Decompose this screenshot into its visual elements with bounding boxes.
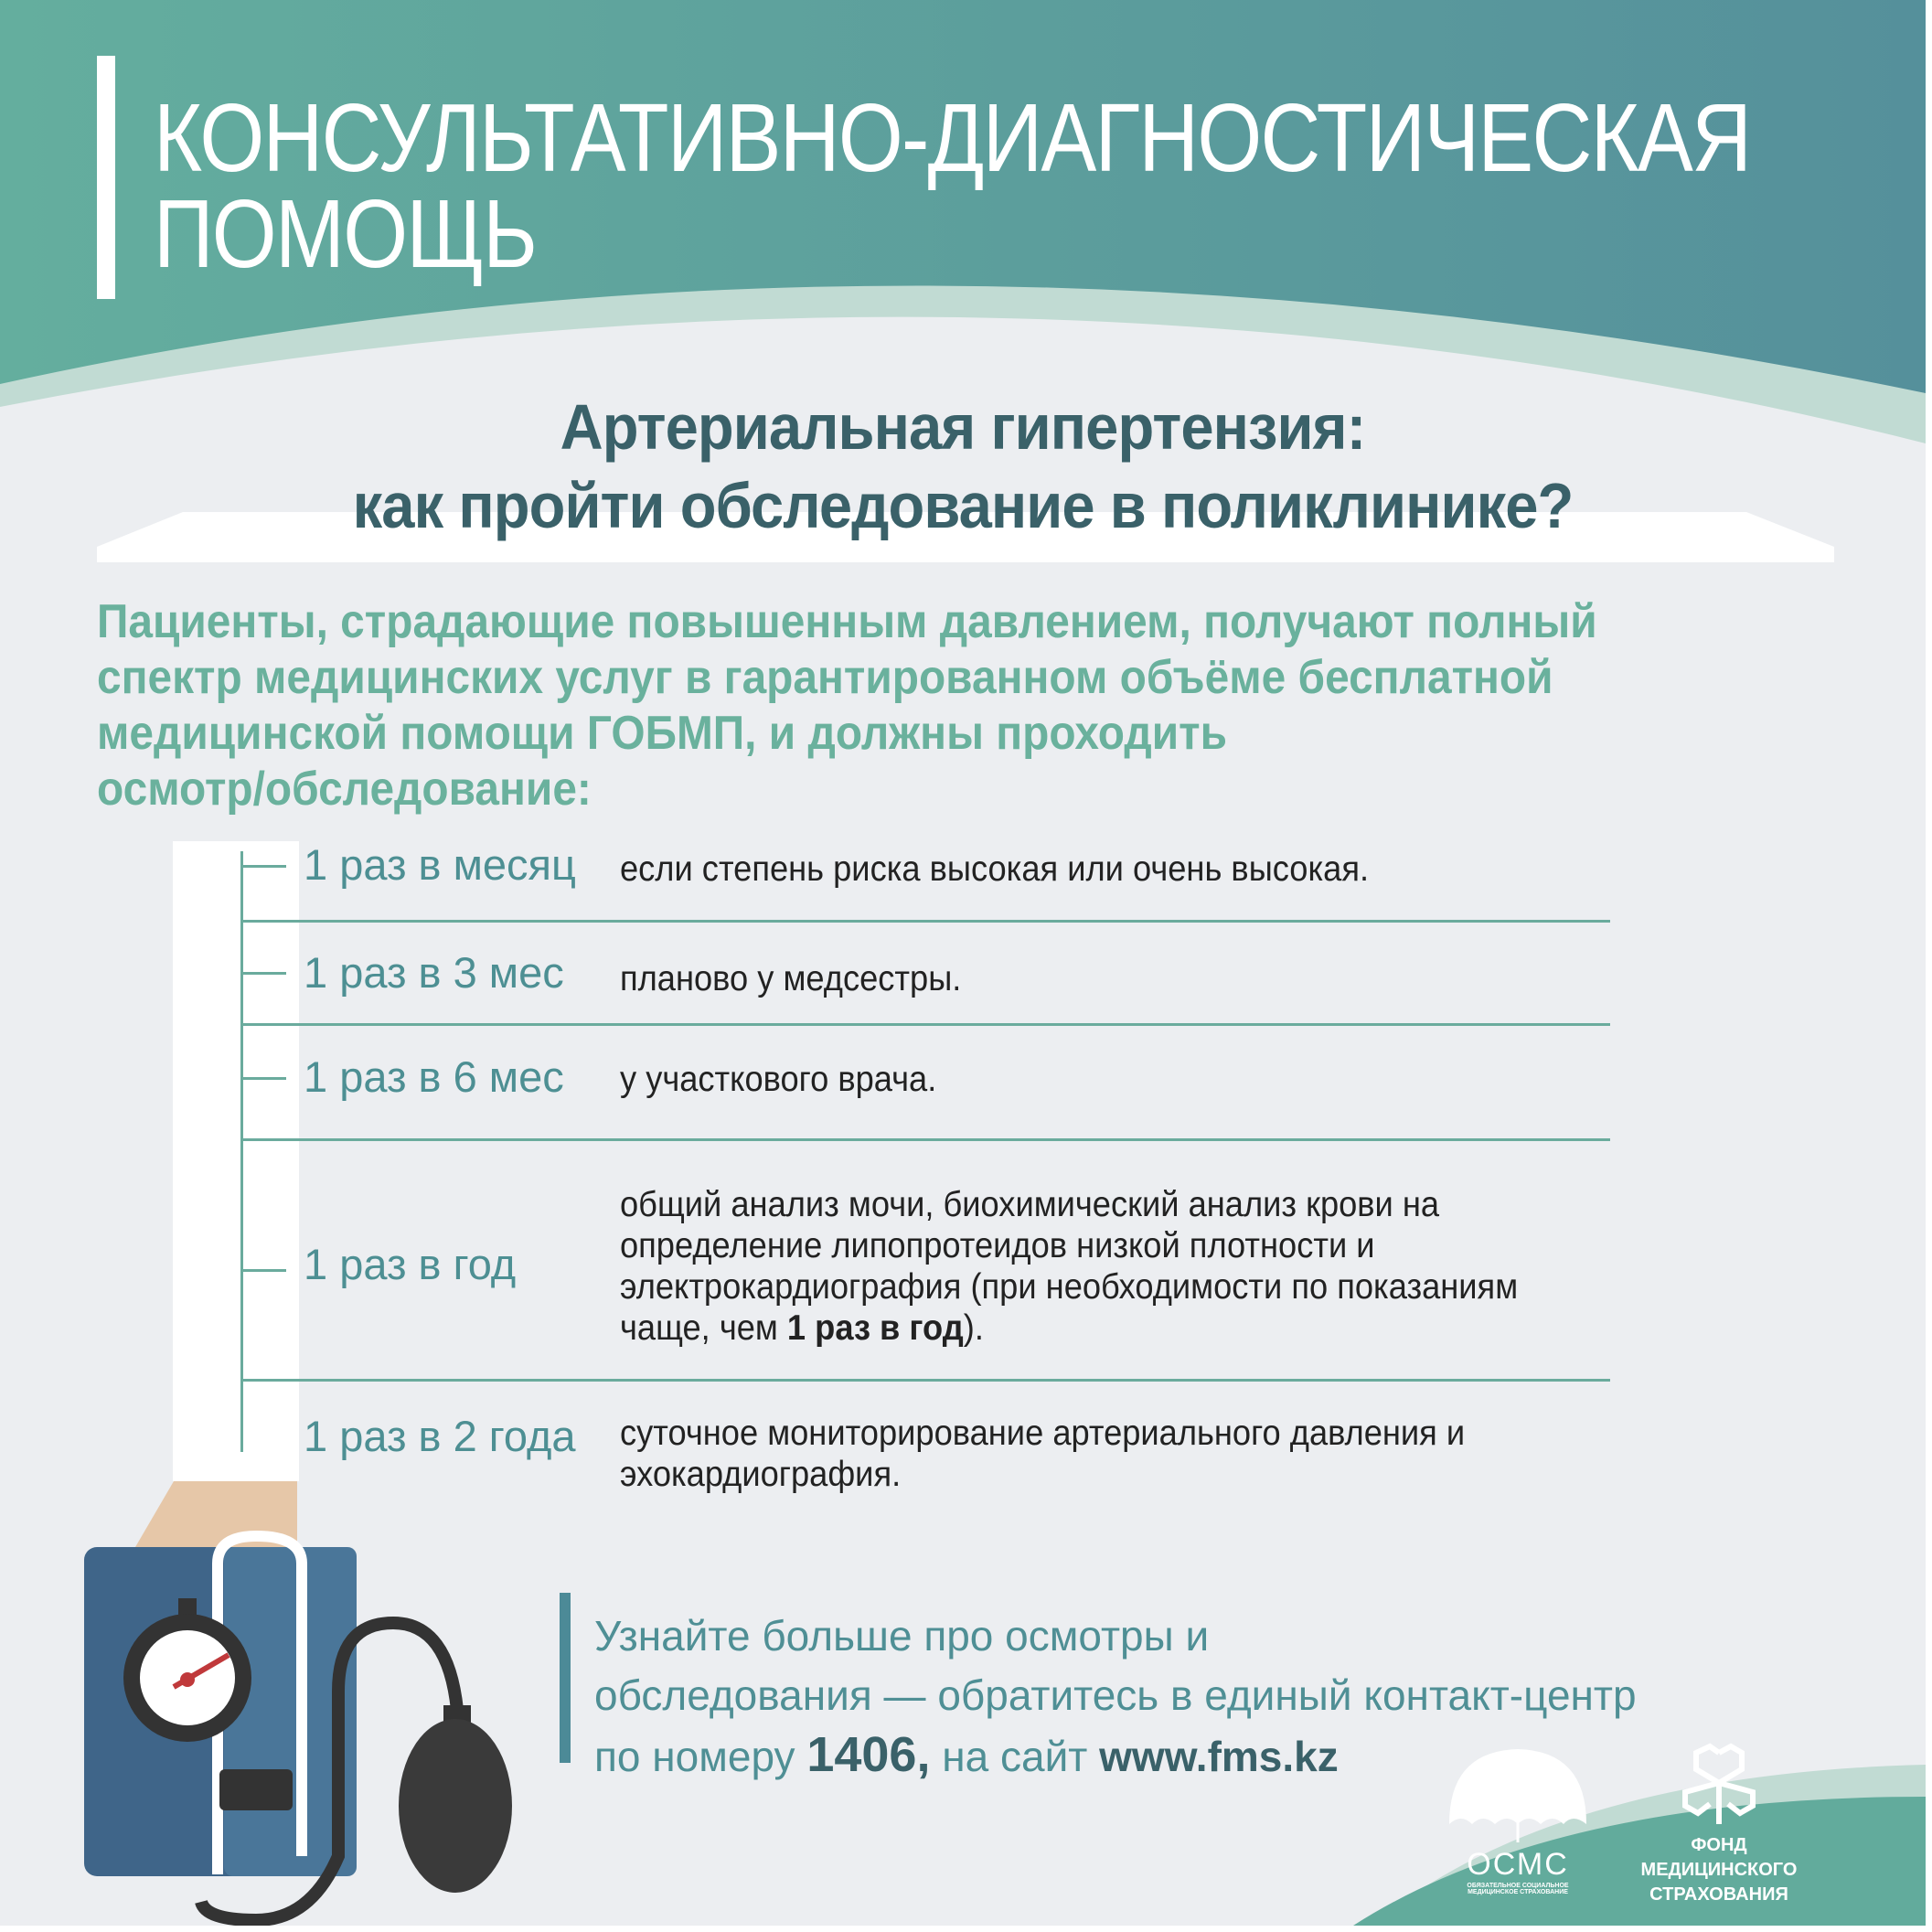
row-separator <box>240 1138 1610 1141</box>
intro-line: осмотр/обследование: <box>97 763 592 816</box>
timeline-tick <box>240 1077 286 1080</box>
schedule-label: 1 раз в год <box>304 1240 517 1288</box>
intro-line: Пациенты, страдающие повышенным давлением, получают полный <box>97 595 1597 648</box>
osms-logo: ОСМС ОБЯЗАТЕЛЬНОЕ СОЦИАЛЬНОЕ МЕДИЦИНСКОЕ СТРАХОВАНИЕ <box>1445 1742 1591 1916</box>
website-link[interactable]: www.fms.kz <box>1099 1733 1339 1780</box>
schedule-label: 1 раз в 6 мес <box>304 1052 564 1101</box>
row-separator <box>240 1379 1610 1382</box>
sleeve-strip <box>173 841 299 1481</box>
info-accent-bar <box>560 1593 571 1763</box>
phone-number: 1406, <box>806 1727 931 1782</box>
timeline-tick <box>240 972 286 975</box>
schedule-desc: если степень риска высокая или очень высокая. <box>620 849 1370 889</box>
schedule-desc: суточное мониторирование артериального давления и эхокардиография. <box>620 1414 1466 1494</box>
schedule-desc: общий анализ мочи, биохимический анализ крови на определение липопротеидов низкой плотности и электрокардиография (при необходимости по показаниям чаще, чем 1 раз в год). <box>620 1185 1519 1348</box>
subtitle-line2: как пройти обследование в поликлинике? <box>352 470 1574 541</box>
fms-logo: ФОНД МЕДИЦИНСКОГО СТРАХОВАНИЯ <box>1628 1742 1810 1916</box>
timeline-tick <box>240 1269 286 1272</box>
schedule-label: 1 раз в 3 мес <box>304 948 564 997</box>
row-separator <box>240 920 1610 923</box>
page-title-line2: ПОМОЩЬ <box>154 180 537 288</box>
timeline-line <box>240 851 243 1452</box>
intro-line: спектр медицинских услуг в гарантированном объёме бесплатной <box>97 651 1553 704</box>
schedule-label: 1 раз в 2 года <box>304 1412 576 1460</box>
subtitle-line1: Артериальная гипертензия: <box>560 391 1366 463</box>
umbrella-icon <box>1445 1742 1591 1842</box>
timeline-tick <box>240 865 286 868</box>
schedule-desc: у участкового врача. <box>620 1060 937 1099</box>
schedule-desc: планово у медсестры. <box>620 959 962 998</box>
intro-line: медицинской помощи ГОБМП, и должны проходить <box>97 707 1227 760</box>
intro-paragraph <box>97 594 1597 817</box>
title-accent-bar <box>97 56 115 299</box>
fms-emblem-icon <box>1678 1742 1760 1829</box>
page-title-line1: КОНСУЛЬТАТИВНО-ДИАГНОСТИЧЕСКАЯ <box>154 84 1751 192</box>
contact-info: Узнайте больше про осмотры и обследования — обратитесь в единый контакт-центр по номеру 1406, на сайт www.fms.kz <box>594 1612 1637 1782</box>
row-separator <box>240 1023 1610 1026</box>
schedule-label: 1 раз в месяц <box>304 840 576 889</box>
blood-pressure-monitor-illustration <box>73 1463 567 1926</box>
